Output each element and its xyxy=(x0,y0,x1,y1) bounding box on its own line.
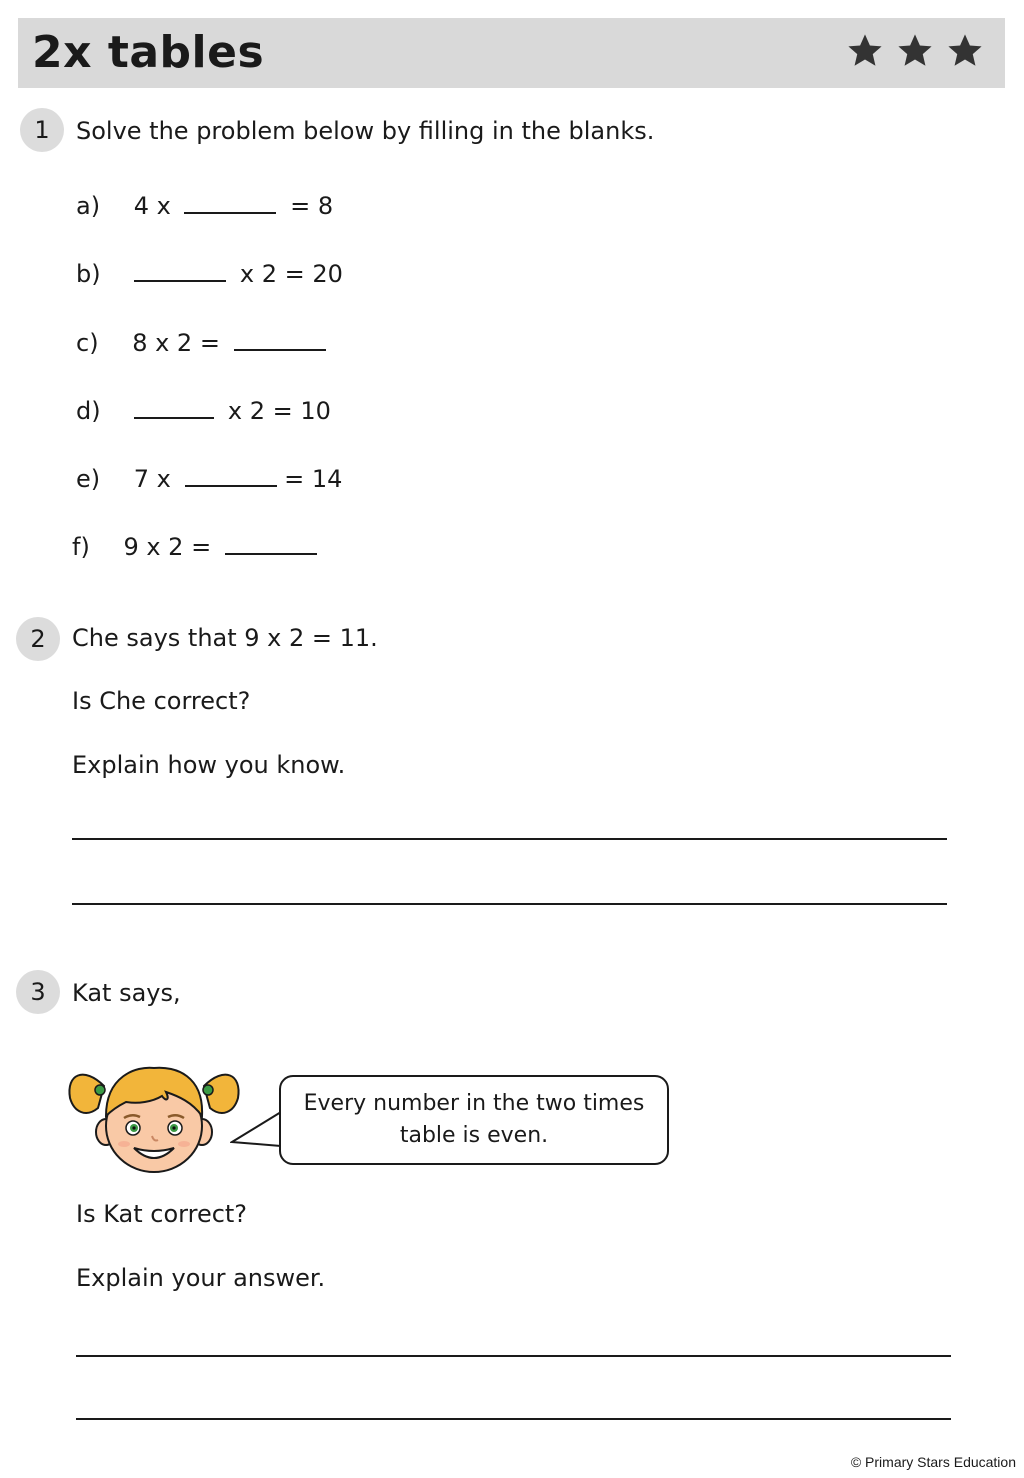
item-before: 9 x 2 = xyxy=(123,533,212,561)
item-e xyxy=(76,463,342,494)
item-after: x 2 = 20 xyxy=(239,260,343,288)
question-2-question: Is Che correct? xyxy=(72,687,251,715)
answer-line[interactable] xyxy=(76,1355,951,1357)
question-2-statement: Che says that 9 x 2 = 11. xyxy=(72,624,378,652)
question-1-prompt: Solve the problem below by filling in the blanks. xyxy=(76,117,655,145)
answer-line[interactable] xyxy=(72,903,947,905)
question-number-3: 3 xyxy=(16,970,60,1014)
item-before: 4 x xyxy=(133,192,171,220)
question-number-1: 1 xyxy=(20,108,64,152)
star-icon xyxy=(946,32,984,70)
answer-blank[interactable] xyxy=(134,258,226,282)
answer-line[interactable] xyxy=(72,838,947,840)
item-letter: b) xyxy=(76,260,101,288)
item-letter: a) xyxy=(76,192,101,220)
star-icon xyxy=(896,32,934,70)
item-before: 8 x 2 = xyxy=(132,329,220,357)
item-after: x 2 = 10 xyxy=(227,397,331,425)
girl-character-icon xyxy=(66,1046,242,1176)
item-letter: d) xyxy=(76,397,101,425)
item-d xyxy=(76,395,331,426)
item-letter: f) xyxy=(72,533,90,561)
answer-line[interactable] xyxy=(76,1418,951,1420)
item-after: = 14 xyxy=(284,465,343,493)
page-title: 2x tables xyxy=(32,27,265,78)
copyright-footer: © Primary Stars Education xyxy=(850,1454,1016,1470)
item-before: 7 x xyxy=(133,465,171,493)
question-2-instruction: Explain how you know. xyxy=(72,751,346,779)
item-a xyxy=(76,190,333,221)
answer-blank[interactable] xyxy=(234,327,326,351)
answer-blank[interactable] xyxy=(225,531,317,555)
speech-bubble xyxy=(279,1075,669,1165)
star-icon xyxy=(846,32,884,70)
question-3-instruction: Explain your answer. xyxy=(76,1264,326,1292)
answer-blank[interactable] xyxy=(134,395,214,419)
item-letter: e) xyxy=(76,465,101,493)
question-number-2: 2 xyxy=(16,617,60,661)
answer-blank[interactable] xyxy=(184,190,276,214)
item-after: = 8 xyxy=(290,192,334,220)
item-f xyxy=(72,531,317,562)
question-3-statement: Kat says, xyxy=(72,979,181,1007)
item-c xyxy=(76,327,326,358)
question-3-question: Is Kat correct? xyxy=(76,1200,248,1228)
item-letter: c) xyxy=(76,329,99,357)
speech-text: Every number in the two times table is even. xyxy=(303,1091,645,1148)
answer-blank[interactable] xyxy=(185,463,277,487)
item-b xyxy=(76,258,343,289)
difficulty-stars xyxy=(846,32,984,72)
